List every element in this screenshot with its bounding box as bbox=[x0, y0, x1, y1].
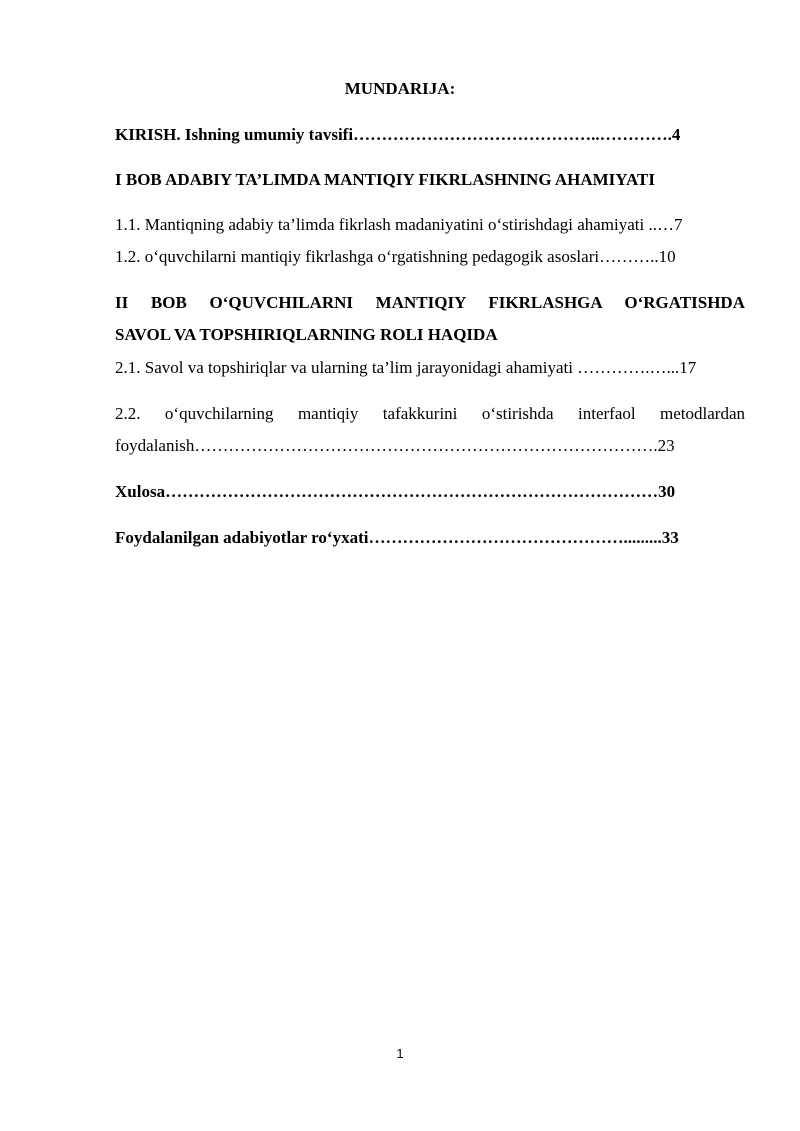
toc-entry-1-1: 1.1. Mantiqning adabiy ta’limda fikrlash madaniyatini o‘stirishdagi ahamiyati ..…7 bbox=[115, 215, 683, 234]
toc-entry-1-2: 1.2. o‘quvchilarni mantiqiy fikrlashga o‘rgatishning pedagogik asoslari………..10 bbox=[115, 247, 676, 266]
toc-chapter-2-heading-line2: SAVOL VA TOPSHIRIQLARNING ROLI HAQIDA bbox=[115, 325, 498, 344]
toc-entry-xulosa: Xulosa……………………………………………………………………………30 bbox=[115, 482, 676, 501]
page-number: 1 bbox=[396, 1046, 404, 1061]
toc-chapter-2-heading-line1: II BOB O‘QUVCHILARNI MANTIQIY FIKRLASHGA O‘RGATISHDA bbox=[115, 293, 745, 312]
toc-title: MUNDARIJA: bbox=[344, 79, 456, 98]
toc-entry-adabiyotlar: Foydalanilgan adabiyotlar ro‘yxati……………………………………….........33 bbox=[115, 528, 679, 547]
toc-entry-2-2-line1: 2.2. o‘quvchilarning mantiqiy tafakkurini o‘stirishda interfaol metodlardan bbox=[115, 404, 745, 423]
toc-entry-2-1: 2.1. Savol va topshiriqlar va ularning ta’lim jarayonidagi ahamiyati ………….…...17 bbox=[115, 358, 697, 377]
toc-entry-2-2-line2: foydalanish……………………………………………………………………….23 bbox=[115, 436, 675, 455]
toc-entry-kirish: KIRISH. Ishning umumiy tavsifi……………………………………..………….4 bbox=[115, 125, 681, 144]
toc-chapter-1-heading: I BOB ADABIY TA’LIMDA MANTIQIY FIKRLASHNING AHAMIYATI bbox=[115, 170, 655, 189]
